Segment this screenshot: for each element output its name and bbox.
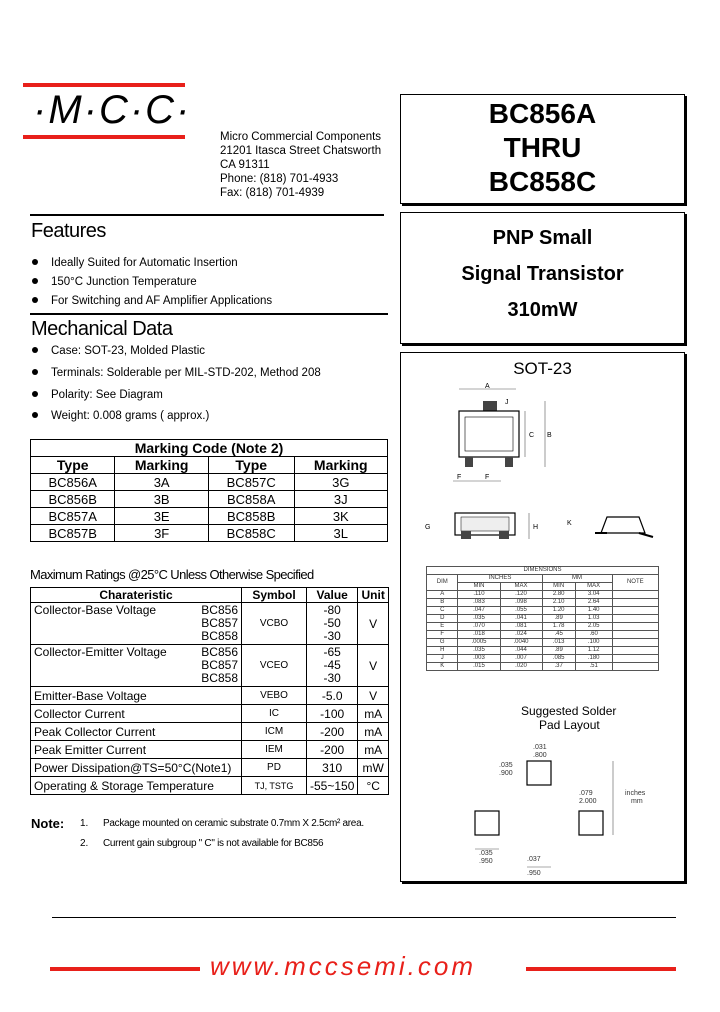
pad-units-mm: mm [631, 798, 643, 805]
dimensions-table: DIMENSIONS DIM INCHES MM NOTE MIN MAX MIN MAX A .110 .120 2.80 3.04 B .083 .098 2.10 2.64 C .047 .055 1.20 1.40 D .035 .041 .89 1.03 E .070 .081 1.78 2.05 F .018 .024 .45 .60 G .0005 .0040 .013 .100 H .035 .044 .89 1.12 J .003 .007 .085 .180 K .015 .020 .37 .51 [426, 566, 659, 671]
package-side-view [401, 503, 684, 553]
table-row: BC857B 3F BC858C 3L [31, 525, 388, 542]
mechanical-item: Case: SOT-23, Molded Plastic [32, 345, 205, 357]
company-name: Micro Commercial Components [220, 131, 382, 143]
features-heading: Features [31, 220, 106, 242]
phone: Phone: (818) 701-4933 [220, 173, 339, 185]
note-label: Note: [31, 816, 65, 831]
desc-line-3: 310mW [507, 299, 578, 321]
table-row: F .018 .024 .45 .60 [427, 631, 659, 639]
feature-item: For Switching and AF Amplifier Applications [32, 295, 272, 307]
dim-label-b: B [547, 432, 552, 439]
desc-line-1: PNP Small [492, 227, 593, 249]
table-row: Collector-Base Voltage BC856 BC857 BC858 VCBO -80 -50 -30 V [31, 603, 389, 645]
table-row: G .0005 .0040 .013 .100 [427, 639, 659, 647]
table-row: C .047 .055 1.20 1.40 [427, 607, 659, 615]
address-city: CA 91311 [220, 159, 270, 171]
pad-dim-3-in: .079 [579, 790, 593, 797]
package-top-view [401, 379, 684, 519]
footer-red-bar-right [526, 967, 676, 971]
pad-dim-1-mm: .800 [533, 752, 547, 759]
footer-rule [52, 917, 676, 918]
pad-dim-4-in: .035 [479, 850, 493, 857]
pad-title-2: Pad Layout [539, 718, 600, 732]
marking-header: Marking [115, 457, 208, 474]
table-row: B .083 .098 2.10 2.64 [427, 599, 659, 607]
company-logo: ·M·C·C· [33, 88, 192, 132]
table-row: D .035 .041 .89 1.03 [427, 615, 659, 623]
package-name: SOT-23 [513, 359, 572, 378]
marking-header: Marking [294, 457, 387, 474]
mechanical-item: Terminals: Solderable per MIL-STD-202, Method 208 [32, 367, 321, 379]
dim-label-a: A [485, 383, 490, 390]
feature-item: 150°C Junction Temperature [32, 276, 197, 288]
fax: Fax: (818) 701-4939 [220, 187, 325, 199]
table-row: Collector Current IC -100 mA [31, 705, 389, 723]
dim-label-j: J [505, 399, 509, 406]
part-line-2: THRU [503, 132, 582, 163]
pad-dim-5-in: .037 [527, 856, 541, 863]
part-line-3: BC858C [488, 166, 597, 197]
table-row: A .110 .120 2.80 3.04 [427, 591, 659, 599]
dim-label-f1: F [457, 474, 462, 481]
address-street: 21201 Itasca Street Chatsworth [220, 145, 382, 157]
table-row: Emitter-Base Voltage VEBO -5.0 V [31, 687, 389, 705]
marking-header: Type [31, 457, 115, 474]
mechanical-item: Weight: 0.008 grams ( approx.) [32, 410, 209, 422]
dim-label-h: H [533, 524, 539, 531]
company-address [220, 130, 381, 200]
marking-header: Type [208, 457, 294, 474]
table-row: Collector-Emitter Voltage BC856 BC857 BC858 VCEO -65 -45 -30 V [31, 645, 389, 687]
table-row: BC857A 3E BC858B 3K [31, 508, 388, 525]
table-row: BC856A 3A BC857C 3G [31, 474, 388, 491]
ratings-table: Charateristic Symbol Value Unit Collector-Base Voltage BC856 BC857 BC858 VCBO -80 -50 -30 V Collector-Emitter Voltage BC856 BC857 BC858 VCEO -65 -45 -30 V Emitter-Base Voltage VEBO -5.0 V Collector Current IC -100 mA Peak Collector Current ICM -200 mA Peak Emitter Current IEM -200 mA Power Dissipation@TS=50°C(Note1) PD 310 mW Operating & Storage Temperature TJ, TSTG -55~150 °C [30, 587, 389, 795]
features-rule [30, 214, 384, 216]
pad-dim-4-mm: .950 [479, 858, 493, 865]
mechanical-item: Polarity: See Diagram [32, 389, 163, 401]
note-2: Current gain subgroup " C" is not available for BC856 [103, 838, 324, 849]
ratings-title: Maximum Ratings @25°C Unless Otherwise Specified [30, 567, 314, 582]
table-row: Operating & Storage Temperature TJ, TSTG -55~150 °C [31, 777, 389, 795]
part-number-box [400, 94, 685, 204]
website-link[interactable]: www.mccsemi.com [210, 951, 477, 981]
dim-label-g: G [425, 524, 431, 531]
table-row: Peak Collector Current ICM -200 mA [31, 723, 389, 741]
mechanical-heading: Mechanical Data [31, 318, 173, 340]
note-1: Package mounted on ceramic substrate 0.7mm X 2.5cm² area. [103, 818, 364, 829]
logo-bottom-rule [23, 135, 185, 139]
mechanical-rule [30, 313, 388, 315]
pad-dim-5-mm: .950 [527, 870, 541, 877]
dims-title: DIMENSIONS [427, 567, 659, 575]
pad-dim-2-in: .035 [499, 762, 513, 769]
dim-label-c: C [529, 432, 535, 439]
table-row: Peak Emitter Current IEM -200 mA [31, 741, 389, 759]
marking-title: Marking Code (Note 2) [31, 440, 388, 457]
table-row: H .035 .044 .89 1.12 [427, 647, 659, 655]
description-box [400, 212, 685, 344]
dim-label-f2: F [485, 474, 490, 481]
pad-units-in: inches [625, 790, 646, 797]
pad-layout-drawing [461, 737, 661, 877]
note-2-number: 2. [80, 838, 89, 849]
table-row: BC856B 3B BC858A 3J [31, 491, 388, 508]
desc-line-2: Signal Transistor [461, 263, 624, 285]
table-row: J .003 .007 .085 .180 [427, 655, 659, 663]
pad-title-1: Suggested Solder [521, 704, 617, 718]
pad-dim-2-mm: .900 [499, 770, 513, 777]
logo-top-rule [23, 83, 185, 87]
table-row: Power Dissipation@TS=50°C(Note1) PD 310 mW [31, 759, 389, 777]
table-row: K .015 .020 .37 .51 [427, 663, 659, 671]
dim-label-k: K [567, 520, 572, 527]
pad-dim-1-in: .031 [533, 744, 547, 751]
feature-item: Ideally Suited for Automatic Insertion [32, 257, 238, 269]
table-row: E .070 .081 1.78 2.05 [427, 623, 659, 631]
pad-dim-3-mm: 2.000 [579, 798, 597, 805]
part-line-1: BC856A [488, 98, 597, 129]
note-1-number: 1. [80, 818, 89, 829]
footer-red-bar-left [50, 967, 200, 971]
marking-table [30, 439, 388, 542]
